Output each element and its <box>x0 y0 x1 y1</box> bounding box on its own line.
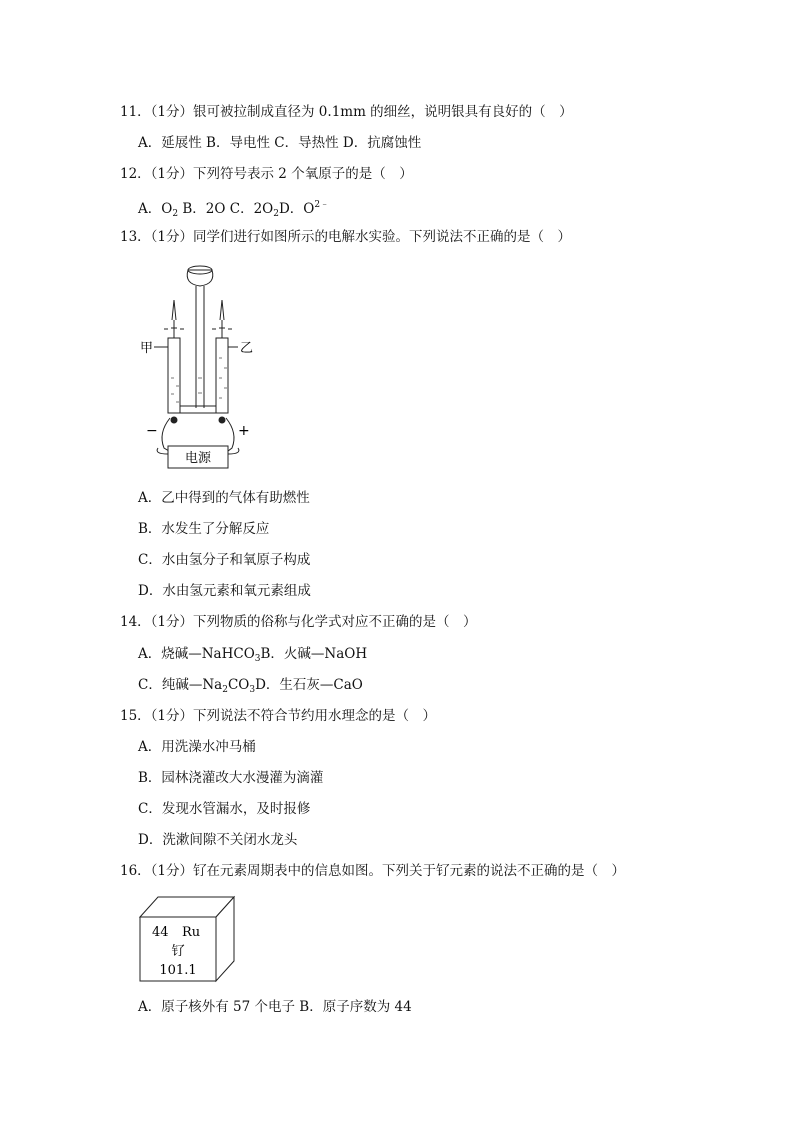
q12-stem: 12．（1分）下列符号表示 2 个氧原子的是（ ） <box>120 166 413 182</box>
q13-option-a: A．乙中得到的气体有助燃性 <box>138 490 310 506</box>
q15-option-a: A．用洗澡水冲马桶 <box>138 739 256 755</box>
q13-stem: 13．（1分）同学们进行如图所示的电解水实验。下列说法不正确的是（ ） <box>120 229 572 245</box>
q14-option-c-sub1: 2 <box>222 685 228 695</box>
q15-stem: 15．（1分）下列说法不符合节约用水理念的是（ ） <box>120 708 437 724</box>
q13-option-b: B．水发生了分解反应 <box>138 521 270 537</box>
q12-option-d: D．O <box>278 201 315 217</box>
label-yi: 乙 <box>240 341 254 356</box>
q12-option-a: A．O <box>138 201 173 217</box>
q14-option-b: B．火碱—NaOH <box>260 646 368 662</box>
q11-options: A．延展性 B．导电性 C．导热性 D．抗腐蚀性 <box>138 135 422 151</box>
element-card-figure <box>138 893 238 985</box>
q13-option-c: C．水由氢分子和氧原子构成 <box>138 552 311 568</box>
q11-stem: 11．（1分）银可被拉制成直径为 0.1mm 的细丝，说明银具有良好的（ ） <box>120 104 573 120</box>
q12-option-b: B．2O <box>182 201 226 217</box>
power-supply-label: 电源 <box>184 451 212 466</box>
q12-option-c-sub: 2 <box>273 209 279 219</box>
atomic-number: 44 <box>152 925 169 940</box>
q16-stem: 16．（1分）钌在元素周期表中的信息如图。下列关于钌元素的说法不正确的是（ ） <box>120 863 626 879</box>
element-symbol: Ru <box>182 925 201 940</box>
q14-row1 <box>138 645 367 668</box>
left-electrode <box>171 417 178 424</box>
plus-sign: + <box>238 423 250 439</box>
q15-option-d: D．洗漱间隙不关闭水龙头 <box>138 832 298 848</box>
q15-option-b: B．园林浇灌改大水漫灌为滴灌 <box>138 770 324 786</box>
q14-option-a-sub: 3 <box>254 654 261 664</box>
q14-option-d: D．生石灰—CaO <box>255 677 363 693</box>
q14-option-a: A．烧碱—NaHCO <box>138 646 255 662</box>
minus-sign: − <box>146 423 158 439</box>
q14-option-c-pre: C．纯碱—Na <box>138 677 223 693</box>
q15-option-c: C．发现水管漏水，及时报修 <box>138 801 311 817</box>
q14-row2 <box>138 676 363 699</box>
q16-options: A．原子核外有 57 个电子 B．原子序数为 44 <box>138 999 412 1015</box>
label-jia: 甲 <box>140 341 154 356</box>
q14-option-c-mid: CO <box>227 677 250 693</box>
q12-option-a-sub: 2 <box>172 209 179 219</box>
q12-options <box>138 196 329 223</box>
electrolysis-figure <box>138 258 268 473</box>
q14-option-c-sub2: 3 <box>249 685 256 695</box>
right-tube <box>216 338 228 413</box>
atomic-mass: 101.1 <box>159 963 197 978</box>
right-electrode <box>219 417 226 424</box>
element-name: 钌 <box>171 944 185 959</box>
q13-option-d: D．水由氢元素和氧元素组成 <box>138 583 311 599</box>
q12-option-c: C．2O <box>229 201 274 217</box>
q14-stem: 14．（1分）下列物质的俗称与化学式对应不正确的是（ ） <box>120 614 477 630</box>
q12-option-d-sup: 2﹣ <box>314 200 330 210</box>
